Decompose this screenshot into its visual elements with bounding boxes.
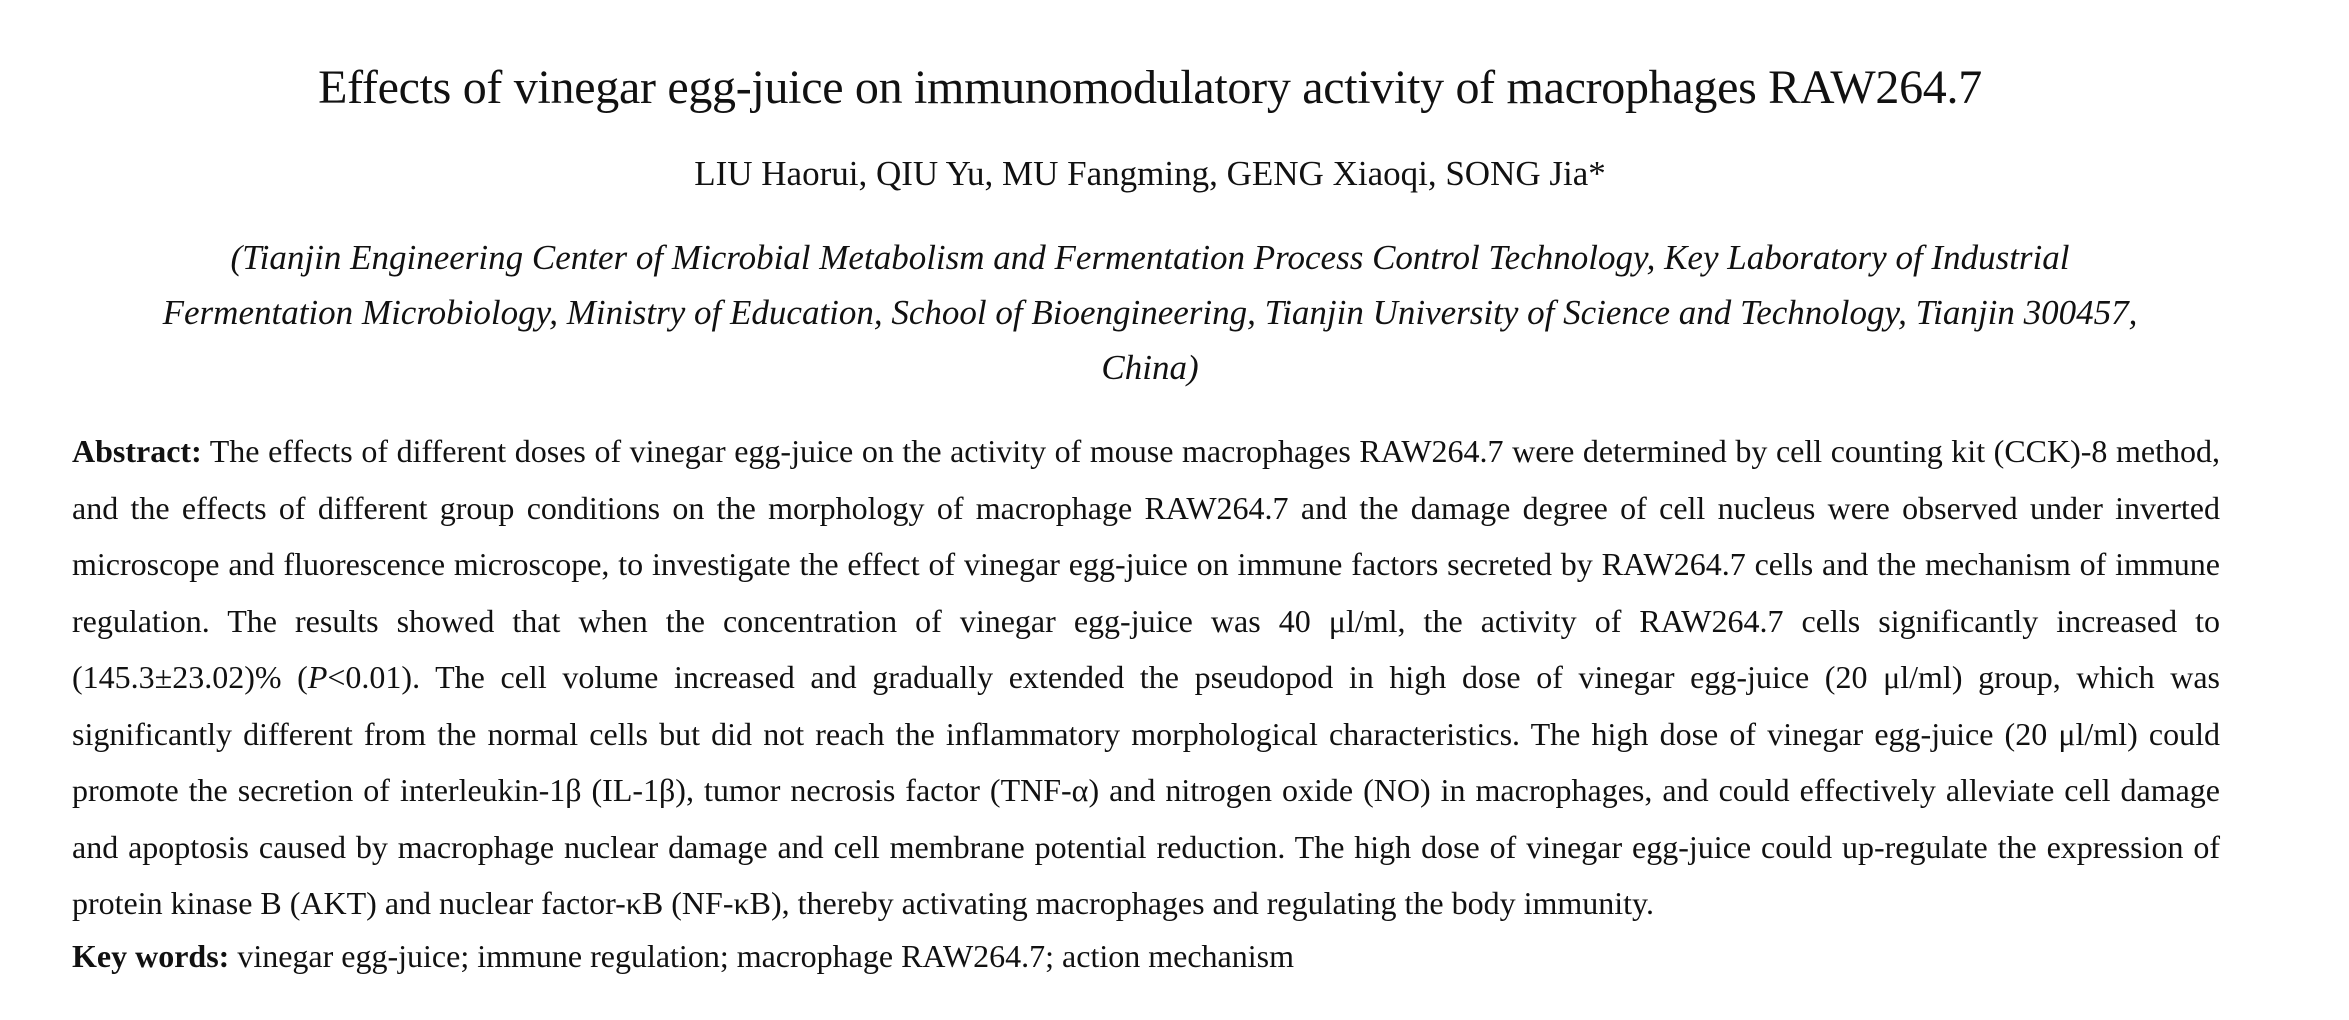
affiliation: (Tianjin Engineering Center of Microbial Metabolism and Fermentation Process Control Technology, Key Laboratory of Industrial Fermentation Microbiology, Ministry of Education, School of Bioengineering, Tianjin University of Science and Technology, Tianjin 300457, China): [162, 238, 2138, 387]
abstract-text-part2: <0.01). The cell volume increased and gradually extended the pseudopod in high dose of vinegar egg-juice (20 μl/ml) group, which was significantly different from the normal cells but did not reach the inflammatory morphological characteristics. The high dose of vinegar egg-juice (20 μl/ml) could promote the secretion of interleukin-1β (IL-1β), tumor necrosis factor (TNF-α) and nitrogen oxide (NO) in macrophages, and could effectively alleviate cell damage and apoptosis caused by macrophage nuclear damage and cell membrane potential reduction. The high dose of vinegar egg-juice could up-regulate the expression of protein kinase B (AKT) and nuclear factor-κB (NF-κB), thereby activating macrophages and regulating the body immunity.: [72, 659, 2221, 921]
keywords-label: Key words:: [72, 938, 230, 974]
abstract-text-part1: The effects of different doses of vinegar egg-juice on the activity of mouse macrophages RAW264.7 were determined by cell counting kit (CCK)-8 method, and the effects of different group conditions on the morphology of macrophage RAW264.7 and the damage degree of cell nucleus were observed under inverted microscope and fluorescence microscope, to investigate the effect of vinegar egg-juice on immune factors secreted by RAW264.7 cells and the mechanism of immune regulation. The results showed that when the concentration of vinegar egg-juice was 40 μl/ml, the activity of RAW264.7 cells significantly increased to (145.3±23.02)% (: [72, 433, 2220, 695]
abstract-paragraph: [72, 423, 2220, 932]
paper-title: Effects of vinegar egg-juice on immunomodulatory activity of macrophages RAW264.7: [318, 61, 1982, 114]
keywords-paragraph: [72, 931, 2220, 981]
p-value-symbol: P: [307, 659, 328, 695]
author-list: LIU Haorui, QIU Yu, MU Fangming, GENG Xiaoqi, SONG Jia*: [694, 154, 1606, 193]
abstract-label: Abstract:: [72, 433, 202, 469]
keywords-text: vinegar egg-juice; immune regulation; macrophage RAW264.7; action mechanism: [229, 938, 1294, 974]
